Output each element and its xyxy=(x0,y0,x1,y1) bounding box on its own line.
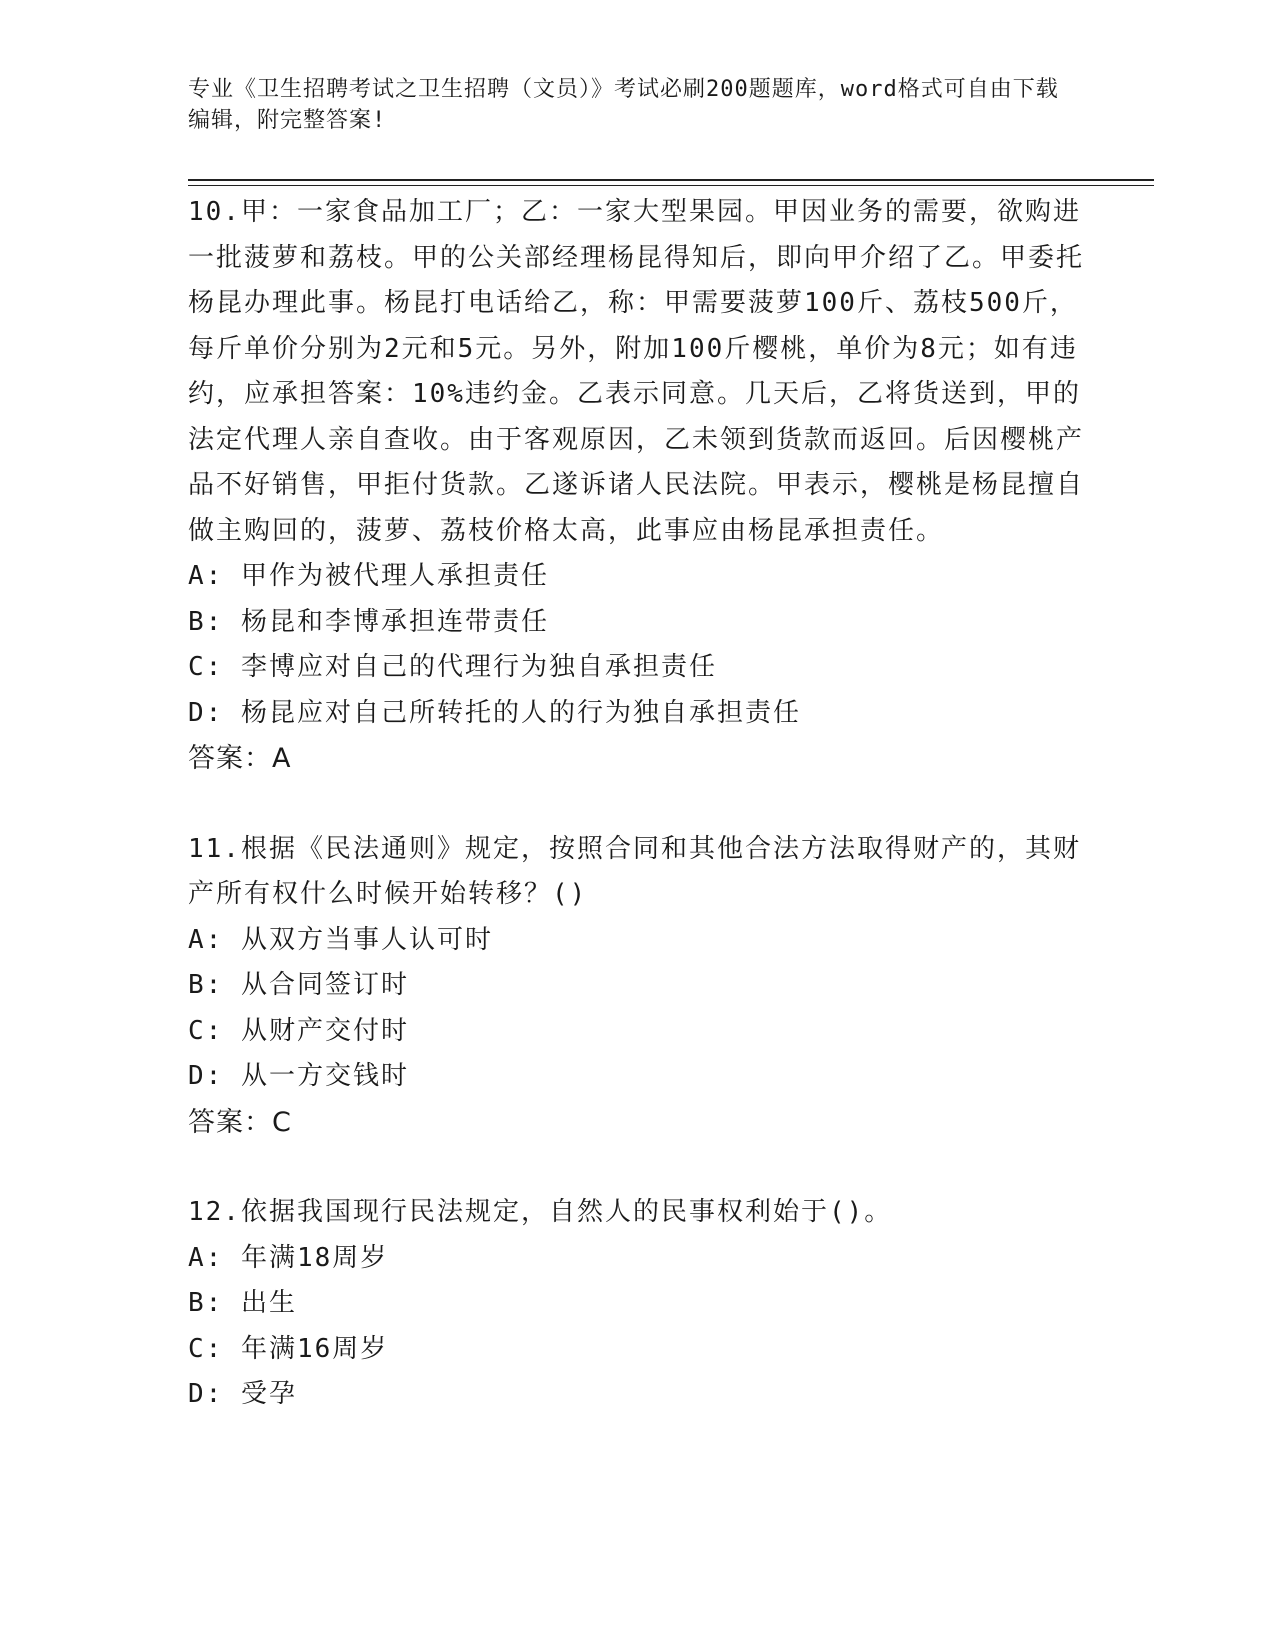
answer-line: 答案：C xyxy=(188,1106,292,1138)
question-11 xyxy=(188,827,1088,1146)
question-stem: 11.根据《民法通则》规定，按照合同和其他合法方法取得财产的，其财产所有权什么时候开始转移？() xyxy=(188,833,1081,909)
question-stem: 12.依据我国现行民法规定，自然人的民事权利始于()。 xyxy=(188,1197,893,1227)
option-c: C: 从财产交付时 xyxy=(188,1015,409,1046)
question-list xyxy=(188,190,1088,1463)
document-header: 专业《卫生招聘考试之卫生招聘（文员）》考试必刷200题题库，word格式可自由下载编辑，附完整答案! xyxy=(188,77,1059,133)
header-divider-thin xyxy=(188,185,1154,186)
option-d: D: 从一方交钱时 xyxy=(188,1061,409,1091)
option-b: B: 从合同签订时 xyxy=(188,970,409,1000)
question-10 xyxy=(188,190,1088,782)
option-c: C: 年满16周岁 xyxy=(188,1333,389,1364)
option-b: B: 出生 xyxy=(188,1288,297,1318)
question-12 xyxy=(188,1190,1088,1418)
option-b: B: 杨昆和李博承担连带责任 xyxy=(188,606,549,637)
answer-line: 答案：A xyxy=(188,743,292,774)
header-divider-thick xyxy=(188,179,1154,181)
option-d: D: 受孕 xyxy=(188,1379,297,1409)
option-c: C: 李博应对自己的代理行为独自承担责任 xyxy=(188,652,717,682)
option-a: A: 年满18周岁 xyxy=(188,1242,389,1273)
option-a: A: 甲作为被代理人承担责任 xyxy=(188,561,549,591)
option-d: D: 杨昆应对自己所转托的人的行为独自承担责任 xyxy=(188,697,801,728)
question-stem: 10.甲：一家食品加工厂；乙：一家大型果园。甲因业务的需要，欲购进一批菠萝和荔枝。甲的公关部经理杨昆得知后，即向甲介绍了乙。甲委托杨昆办理此事。杨昆打电话给乙，称：甲需要菠萝100斤、荔枝500斤，每斤单价分别为2元和5元。另外，附加100斤樱桃，单价为8元；如有违约，应承担答案：10%违约金。乙表示同意。几天后，乙将货送到，甲的法定代理人亲自查收。由于客观原因，乙未领到货款而返回。后因樱桃产品不好销售，甲拒付货款。乙遂诉诸人民法院。甲表示，樱桃是杨昆擅自做主购回的，菠萝、荔枝价格太高，此事应由杨昆承担责任。 xyxy=(188,197,1085,546)
option-a: A: 从双方当事人认可时 xyxy=(188,924,493,955)
